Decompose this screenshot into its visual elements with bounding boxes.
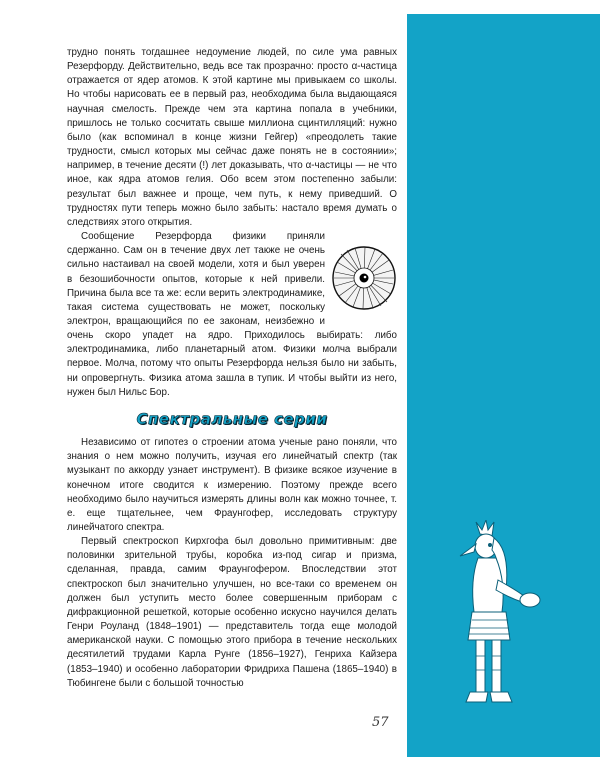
- page-text: [67, 46, 397, 691]
- page-number: 57: [372, 715, 389, 730]
- paragraph-4: Первый спектроскоп Кирхгофа был довольно примитивным: две половинки зрительной трубы, коробка из-под сигар и призма, сделанная, правда, самим Фраунгофером. Впоследствии этот спектроскоп был значительно улучшен, но все-таки со временем он должен был уступить место более совершенным приборам с дифракционной решеткой, которые особенно искусно научился делать Генри Роуланд (1848–1901) — представитель тогда еще молодой американской науки. С помощью этого прибора в течение нескольких десятилетий трудами Карла Рунге (1856–1927), Генриха Кайзера (1853–1940) и особенно лаборатории Фридриха Пашена (1865–1940) в Тюбингене были с большой точностью: [67, 536, 397, 689]
- cartoon-figure-illustration: [450, 520, 545, 720]
- paragraph-2: Сообщение Резерфорда физики приняли сдержанно. Сам он в течение двух лет также не очень сильно настаивал на своей модели, хотя и был уверен в безошибочности опытов, которые к ней привели. Причина была все та же: если верить электродинамике, такая система существовать не может, поскольку электрон, вращающийся по ее законам, неизбежно и очень скоро упадет на ядро. Приходилось выбирать: либо электродинамика, либо планетарный атом. Физики молча выбрали первое. Молча, потому что опыты Резерфорда нельзя было ни забыть, ни опровергнуть. Физика атома зашла в тупик. И чтобы выйти из него, нужен был Нильс Бор.: [67, 231, 397, 398]
- paragraph-3: Независимо от гипотез о строении атома ученые рано поняли, что знания о нем можно получить, изучая его линейчатый спектр (так музыкант по аккорду узнает инструмент). В физике всякое изучение в конечном итоге сводится к измерению. Поэтому прежде всего необходимо было научиться измерять длины волн как можно точнее, т. е. еще тщательнее, чем Фраунгофер, исследовать структуру линейчатого спектра.: [67, 437, 397, 533]
- section-heading: Спектральные серии: [136, 409, 328, 428]
- paragraph-1: трудно понять тогдашнее недоумение людей, по силе ума равных Резерфорду. Действительно, ведь все так прозрачно: просто α-частица отражается от ядер атомов. К этой картине мы привыкаем со школы. Но чтобы нарисовать ее в первый раз, необходима была выдающаяся научная смелость. Прежде чем эта картина попала в учебники, пришлось не только сосчитать свыше миллиона сцинтилляций: нужно было (как вспоминал в конце жизни Гейгер) «преодолеть такие трудности, смысл которых мы сейчас даже понять не в состоянии»; например, в течение десяти (!) лет доказывать, что α-частицы — не что иное, как ядра атомов гелия. Обо всем этом постепенно забыли: результат был важнее и проще, чем путь, к нему приведший. О трудностях пути теперь можно было забыть: настало время думать о следствиях этого открытия.: [67, 47, 397, 228]
- atom-illustration: [331, 232, 397, 324]
